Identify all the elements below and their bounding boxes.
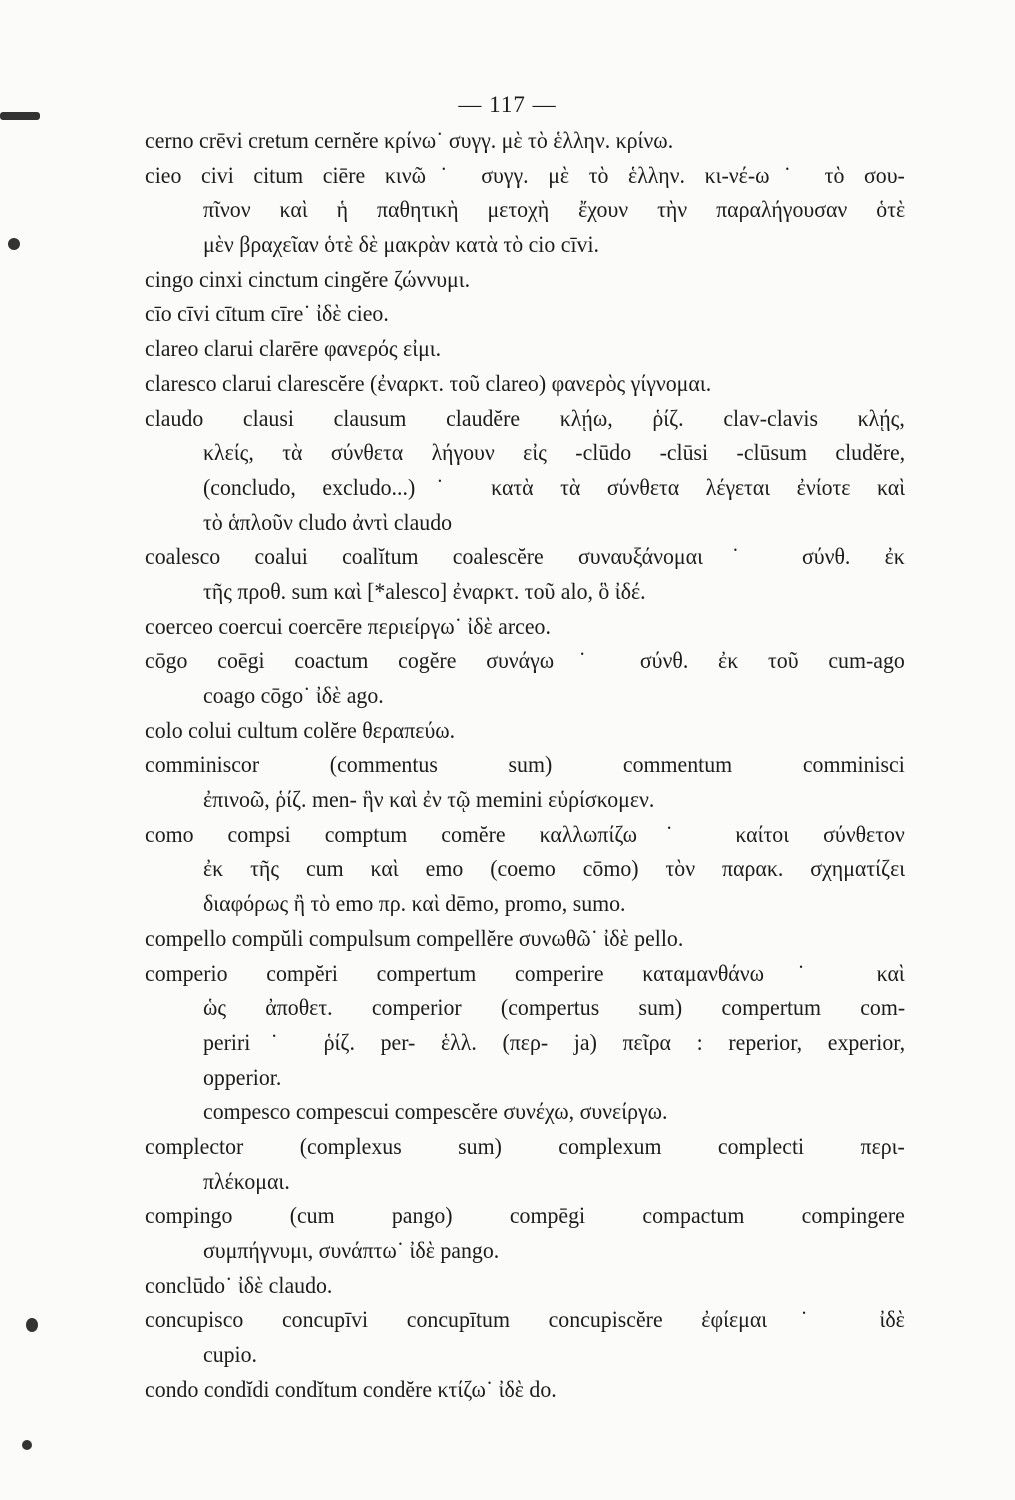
dictionary-entry [145, 1303, 905, 1372]
entry-headline: comminiscor (commentus sum) commentum comminisci [145, 752, 905, 779]
entry-headline: cōgo coēgi coactum cogĕre συνάγω˙ σύνθ. ἐκ τοῦ cum-ago [145, 648, 905, 675]
dictionary-entry [145, 1130, 905, 1199]
dictionary-entry [145, 644, 905, 713]
dictionary-entry [145, 297, 905, 332]
entry-continuation: συμπήγνυμι, συνάπτω˙ ἰδὲ pango. [203, 1238, 500, 1264]
entry-continuation: ἐκ τῆς cum καὶ emo (coemo cōmo) τὸν παρακ. σχηματίζει [203, 856, 906, 883]
dictionary-entry [145, 1199, 905, 1268]
dictionary-entry [145, 540, 905, 609]
dictionary-entry [145, 159, 905, 263]
entry-headline: clareo clarui clarēre φανερός εἰμι. [145, 336, 442, 363]
dictionary-entry [145, 957, 905, 1096]
entry-headline: colo colui cultum colĕre θεραπεύω. [145, 717, 456, 744]
entry-headline: compingo (cum pango) compēgi compactum compingere [145, 1203, 905, 1230]
entry-headline: cieo civi citum ciēre κινῶ˙ συγγ. μὲ τὸ ἑλλην. κι-νέ-ω˙ τὸ σου- [145, 162, 905, 189]
entry-headline: comperio compĕri compertum comperire καταμανθάνω˙ καὶ [145, 960, 905, 987]
entry-continuation: ἐπινοῶ, ῥίζ. men- ἣν καὶ ἐν τῷ memini εὑρίσκομεν. [203, 787, 655, 814]
entry-headline: condo condĭdi condĭtum condĕre κτίζω˙ ἰδὲ do. [145, 1376, 557, 1403]
entry-headline: concupisco concupīvi concupītum concupiscĕre ἐφίεμαι˙ ἰδὲ [145, 1307, 905, 1334]
entry-headline: compesco compescui compescĕre συνέχω, συνείργω. [203, 1099, 668, 1126]
entry-continuation: opperior. [203, 1064, 282, 1091]
entry-headline: cīo cīvi cītum cīre˙ ἰδὲ cieo. [145, 301, 389, 328]
page-number: — 117 — [458, 92, 557, 117]
dictionary-entry [145, 748, 905, 817]
entry-continuation: κλείς, τὰ σύνθετα λήγουν εἰς -clūdo -clūsi -clūsum cludĕre, [203, 440, 906, 467]
margin-speck [0, 112, 40, 120]
dictionary-entry [145, 402, 905, 541]
dictionary-entry [145, 263, 905, 298]
entry-continuation: πλέκομαι. [203, 1168, 290, 1195]
entry-headline: cingo cinxi cinctum cingĕre ζώννυμι. [145, 266, 471, 293]
entry-headline: claresco clarui clarescĕre (ἐναρκτ. τοῦ clareo) φανερὸς γίγνομαι. [145, 370, 712, 397]
entry-continuation: cupio. [203, 1342, 258, 1369]
entry-continuation: τῆς προθ. sum καὶ [*alesco] ἐναρκτ. τοῦ alo, ὃ ἰδέ. [203, 578, 646, 605]
entry-headline: complector (complexus sum) complexum complecti περι- [145, 1133, 905, 1160]
entry-continuation: διαφόρως ἢ τὸ emo πρ. καὶ dēmo, promo, sumo. [203, 891, 626, 918]
dictionary-entry [145, 1269, 905, 1304]
margin-speck [26, 1318, 38, 1332]
dictionary-entry [145, 367, 905, 402]
dictionary-entry [145, 124, 905, 159]
entry-continuation: ὡς ἀποθετ. comperior (compertus sum) compertum com- [203, 995, 906, 1022]
dictionary-entry [145, 332, 905, 367]
dictionary-entry [145, 1373, 905, 1408]
entry-continuation: periri˙ ῥίζ. per- ἑλλ. (περ- ja) πεῖρα : reperior, experior, [203, 1029, 906, 1056]
entry-headline: claudo clausi clausum claudĕre κλῄω, ῥίζ. clav-clavis κλῄς, [145, 405, 905, 432]
dictionary-entry [145, 714, 905, 749]
entry-headline: compello compŭli compulsum compellĕre συνωθῶ˙ ἰδὲ pello. [145, 925, 684, 952]
dictionary-entry [145, 1095, 905, 1130]
entry-headline: coerceo coercui coercēre περιείργω˙ ἰδὲ arceo. [145, 613, 551, 640]
entry-headline: como compsi comptum comĕre καλλωπίζω˙ καίτοι σύνθετον [145, 821, 905, 848]
margin-speck [22, 1440, 32, 1450]
dictionary-entry [145, 818, 905, 922]
entry-headline: coalesco coalui coalĭtum coalescĕre συναυξάνομαι˙ σύνθ. ἐκ [145, 544, 905, 571]
entry-continuation: (concludo, excludo...)˙ κατὰ τὰ σύνθετα λέγεται ἐνίοτε καὶ [203, 474, 906, 501]
dictionary-entry [145, 922, 905, 957]
margin-speck [8, 238, 20, 250]
entry-continuation: πῖνον καὶ ἡ παθητικὴ μετοχὴ ἔχουν τὴν παραλήγουσαν ὁτὲ [203, 197, 906, 224]
entry-continuation: τὸ ἁπλοῦν cludo ἀντὶ claudo [203, 509, 453, 536]
entry-headline: cerno crēvi cretum cernĕre κρίνω˙ συγγ. μὲ τὸ ἑλλην. κρίνω. [145, 128, 674, 154]
entry-continuation: μὲν βραχεῖαν ὁτὲ δὲ μακρὰν κατὰ τὸ cio cīvi. [203, 232, 599, 259]
entry-continuation: coago cōgo˙ ἰδὲ ago. [203, 683, 384, 709]
dictionary-entry [145, 610, 905, 645]
dictionary-entries [145, 124, 905, 1407]
entry-headline: conclūdo˙ ἰδὲ claudo. [145, 1272, 333, 1299]
